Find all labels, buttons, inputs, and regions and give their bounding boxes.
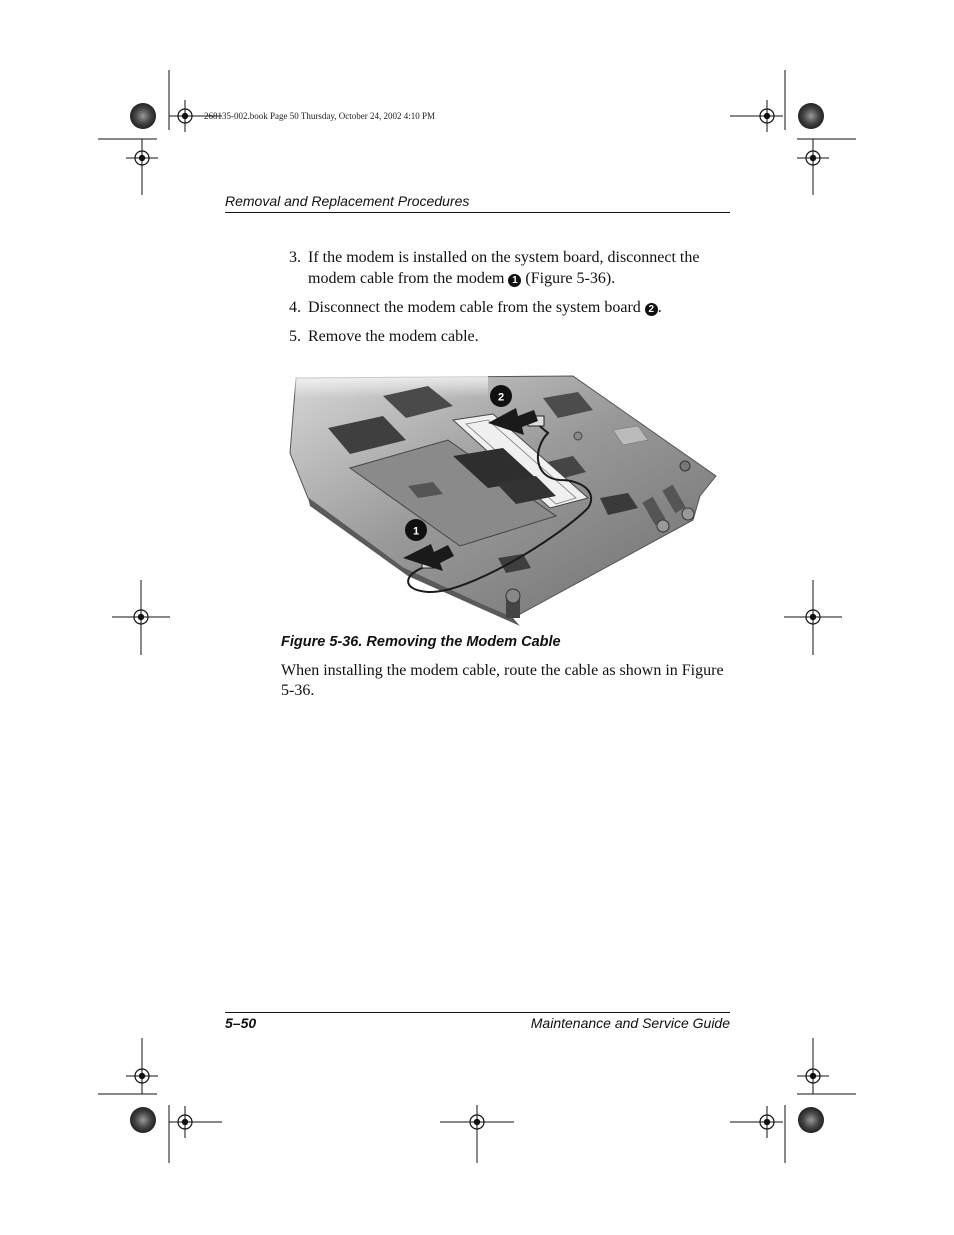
page-number: 5–50 [225,1015,257,1031]
step-text-end: (Figure 5-36). [521,270,616,287]
book-title: Maintenance and Service Guide [530,1015,730,1031]
procedure-steps [289,247,734,355]
step-text-end: . [657,299,662,316]
callout-badge-icon: 2 [645,303,658,316]
step-text: If the modem is installed on the system board, disconnect the modem cable from the modem [308,249,700,287]
callout-2-label: 2 [497,391,505,404]
star-target-icon [130,103,156,129]
body-paragraph: When installing the modem cable, route the cable as shown in Figure 5-36. [281,662,724,699]
step-item [289,247,734,289]
step-text: Disconnect the modem cable from the system board [308,299,645,316]
callout-badge-icon [405,519,427,541]
figure-caption: Figure 5-36. Removing the Modem Cable [281,634,561,650]
header-rule [225,212,730,213]
footer-rule [225,1012,730,1013]
step-number: 4. [289,299,301,316]
print-slug: 268135-002.book Page 50 Thursday, October 24, 2002 4:10 PM [204,111,435,121]
callout-badge-icon [490,385,512,407]
callout-1-label: 1 [412,525,420,538]
step-text: Remove the modem cable. [308,328,479,345]
step-number: 3. [289,249,301,266]
step-item [289,297,734,318]
star-target-icon [798,1107,824,1133]
step-item [289,326,734,347]
running-header: Removal and Replacement Procedures [225,193,470,209]
callout-badge-icon: 1 [508,274,521,287]
modem-cable-figure [288,368,728,626]
star-target-icon [798,103,824,129]
step-number: 5. [289,328,301,345]
star-target-icon [130,1107,156,1133]
